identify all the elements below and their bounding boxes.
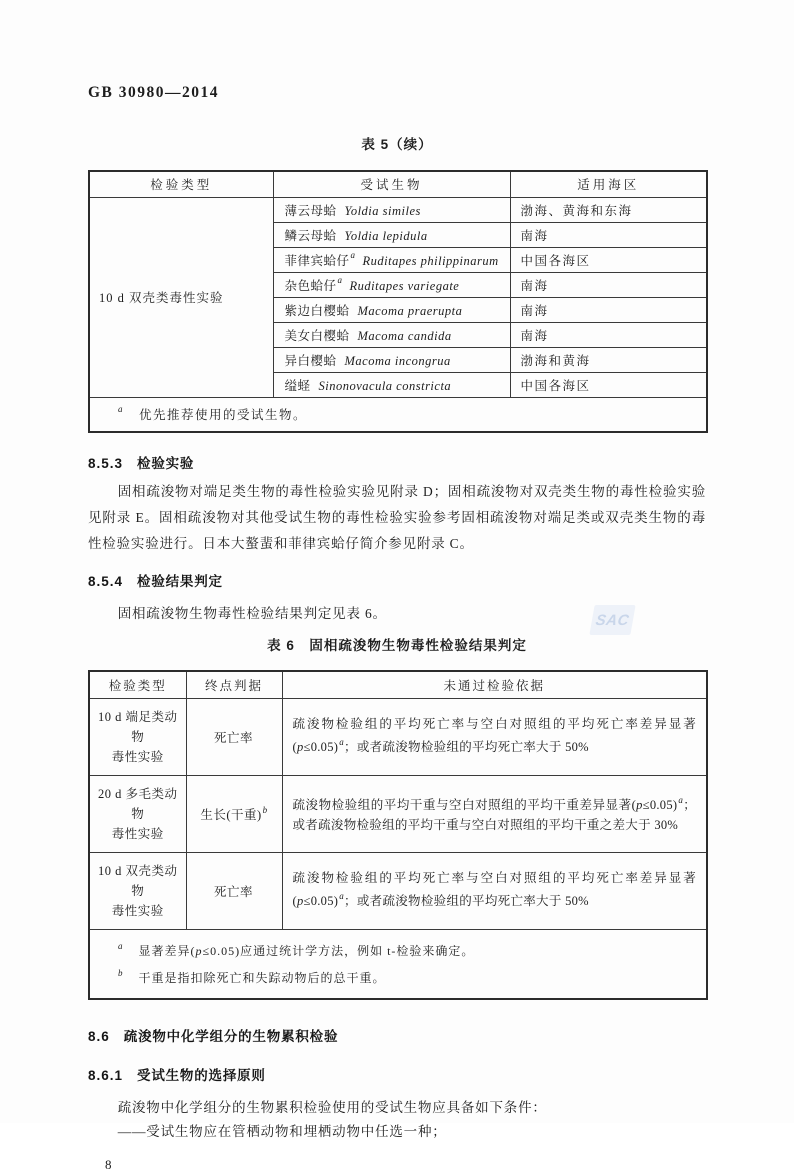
species-cell xyxy=(273,297,510,322)
section-heading-86 xyxy=(88,1025,706,1045)
table5-col-header-area: 适用海区 xyxy=(510,171,707,197)
footnote-sup: a xyxy=(118,941,124,951)
species-latin: Macoma praerupta xyxy=(357,303,463,318)
list-item-861: ——受试生物应在管栖动物和埋栖动物中任选一种； xyxy=(117,1124,447,1139)
footnote-a xyxy=(117,936,696,963)
criteria-sup: a xyxy=(339,737,345,748)
footnote-sup: b xyxy=(118,968,124,978)
area-cell: 南海 xyxy=(510,272,707,297)
table-row xyxy=(89,853,707,930)
section-heading-854 xyxy=(88,570,706,590)
criteria-pre: 疏浚物检验组的平均死亡率与空白对照组的平均死亡率差异显著( xyxy=(292,716,696,755)
criteria-p: p xyxy=(296,894,304,909)
type-line2: 毒性实验 xyxy=(111,750,164,764)
species-latin: Yoldia similes xyxy=(344,203,421,218)
criteria-pre: 疏浚物检验组的平均死亡率与空白对照组的平均死亡率差异显著( xyxy=(292,870,696,909)
species-cell xyxy=(273,222,510,247)
type-line2: 毒性实验 xyxy=(111,827,164,841)
table6 xyxy=(88,670,708,1001)
species-cell xyxy=(273,197,510,222)
criteria-post: ；或者疏浚物检验组的平均干重与空白对照组的平均干重之差大于 30% xyxy=(292,798,696,832)
paragraph-861: 疏浚物中化学组分的生物累积检验使用的受试生物应具备如下条件： xyxy=(117,1100,547,1115)
species-latin: Macoma incongrua xyxy=(344,353,451,368)
footnote-text: 干重是指扣除死亡和失踪动物后的总干重。 xyxy=(138,971,386,985)
table6-col-header-criteria: 未通过检验依据 xyxy=(282,671,707,699)
section-number: 8.5.3 xyxy=(88,455,124,471)
species-cn: 紫边白樱蛤 xyxy=(284,303,350,318)
species-cn: 杂色蛤仔 xyxy=(284,278,337,293)
species-cell xyxy=(273,322,510,347)
table5-footnote xyxy=(89,397,707,432)
section-number: 8.5.4 xyxy=(88,573,124,589)
species-sup: a xyxy=(337,275,343,286)
table6-col-header-endpoint: 终点判据 xyxy=(186,671,282,699)
test-type-group-cell: 10 d 双壳类毒性实验 xyxy=(89,197,273,397)
species-cell xyxy=(273,347,510,372)
section-title: 受试生物的选择原则 xyxy=(137,1068,266,1083)
test-type-cell xyxy=(89,776,186,853)
species-cell xyxy=(273,247,510,272)
criteria-le: ≤0.05) xyxy=(303,894,339,909)
area-cell: 渤海、黄海和东海 xyxy=(510,197,707,222)
area-cell: 南海 xyxy=(510,297,707,322)
type-line2: 毒性实验 xyxy=(111,904,164,918)
endpoint-text: 死亡率 xyxy=(213,731,253,745)
endpoint-text: 生长(干重) xyxy=(200,808,262,822)
section-number: 8.6 xyxy=(88,1029,110,1044)
endpoint-sup: b xyxy=(262,804,268,815)
area-cell: 中国各海区 xyxy=(510,372,707,397)
criteria-cell xyxy=(282,776,707,853)
species-sup: a xyxy=(350,250,356,261)
section-heading-853 xyxy=(88,452,706,472)
species-cn: 异白樱蛤 xyxy=(284,353,337,368)
criteria-post: ；或者疏浚物检验组的平均死亡率大于 50% xyxy=(344,894,589,909)
criteria-cell xyxy=(282,699,707,776)
endpoint-text: 死亡率 xyxy=(213,885,253,899)
criteria-post: ；或者疏浚物检验组的平均死亡率大于 50% xyxy=(344,740,589,755)
footnote-pre: 显著差异( xyxy=(138,944,196,958)
species-latin: Ruditapes philippinarum xyxy=(362,253,499,268)
criteria-p: p xyxy=(296,740,304,755)
standard-number: GB 30980—2014 xyxy=(88,84,220,101)
table5-header-row xyxy=(89,171,707,197)
footnote-b xyxy=(117,963,696,990)
table6-footnote-row xyxy=(89,930,707,1000)
criteria-le: ≤0.05) xyxy=(642,798,678,813)
footnote-post: ≤0.05)应通过统计学方法，例如 t-检验来确定。 xyxy=(202,944,475,958)
area-cell: 南海 xyxy=(510,222,707,247)
footnote-sup: a xyxy=(118,404,124,415)
table6-header-row xyxy=(89,671,707,699)
table5-footnote-row xyxy=(89,397,707,432)
criteria-sup: a xyxy=(339,891,345,902)
table-row xyxy=(89,699,707,776)
species-cell xyxy=(273,272,510,297)
species-cell xyxy=(273,372,510,397)
table6-col-header-type: 检验类型 xyxy=(89,671,186,699)
endpoint-cell xyxy=(186,853,282,930)
table6-footnotes xyxy=(89,930,707,1000)
endpoint-cell xyxy=(186,699,282,776)
species-cn: 美女白樱蛤 xyxy=(284,328,350,343)
table-row xyxy=(89,776,707,853)
section-number: 8.6.1 xyxy=(88,1068,124,1083)
table5-col-header-type: 检验类型 xyxy=(89,171,273,197)
species-latin: Ruditapes variegate xyxy=(349,278,460,293)
type-line1: 10 d 双壳类动物 xyxy=(97,864,178,898)
species-cn: 缢蛏 xyxy=(284,378,311,393)
sac-watermark-logo xyxy=(589,605,635,635)
criteria-le: ≤0.05) xyxy=(303,740,339,755)
page-number: 8 xyxy=(105,1157,112,1172)
section-heading-861 xyxy=(88,1064,706,1084)
test-type-cell xyxy=(89,699,186,776)
paragraph-854: 固相疏浚物生物毒性检验结果判定见表 6。 xyxy=(117,605,387,621)
species-latin: Sinonovacula constricta xyxy=(318,378,452,393)
area-cell: 渤海和黄海 xyxy=(510,347,707,372)
species-cn: 薄云母蛤 xyxy=(284,203,337,218)
type-line1: 10 d 端足类动物 xyxy=(97,710,178,744)
footnote-text: 优先推荐使用的受试生物。 xyxy=(139,407,308,422)
table6-title: 表 6 固相疏浚物生物毒性检验结果判定 xyxy=(267,637,527,653)
section-title: 检验结果判定 xyxy=(137,573,223,589)
section-title: 检验实验 xyxy=(137,455,195,471)
test-type-cell xyxy=(89,853,186,930)
area-cell: 南海 xyxy=(510,322,707,347)
footnote-p: p xyxy=(195,944,203,958)
endpoint-cell xyxy=(186,776,282,853)
table-row xyxy=(89,197,707,222)
area-cell: 中国各海区 xyxy=(510,247,707,272)
criteria-cell xyxy=(282,853,707,930)
species-cn: 鳞云母蛤 xyxy=(284,228,337,243)
species-cn: 菲律宾蛤仔 xyxy=(284,253,350,268)
table5 xyxy=(88,170,708,433)
table5-title: 表 5（续） xyxy=(361,137,433,152)
criteria-pre: 疏浚物检验组的平均干重与空白对照组的平均干重差异显著( xyxy=(292,798,637,813)
watermark-text: SAC xyxy=(594,611,631,629)
criteria-p: p xyxy=(636,798,643,813)
species-latin: Yoldia lepidula xyxy=(344,228,428,243)
criteria-sup: a xyxy=(678,794,684,805)
section-title: 疏浚物中化学组分的生物累积检验 xyxy=(123,1029,339,1044)
type-line1: 20 d 多毛类动物 xyxy=(97,787,178,821)
table5-col-header-organism: 受试生物 xyxy=(273,171,510,197)
species-latin: Macoma candida xyxy=(357,328,452,343)
paragraph-853: 固相疏浚物对端足类生物的毒性检验实验见附录 D；固相疏浚物对双壳类生物的毒性检验实验见附录 E。固相疏浚物对其他受试生物的毒性检验实验参考固相疏浚物对端足类或双壳类生物的毒性检验实验进行。日本大螯蜚和菲律宾蛤仔简介参见附录 C。 xyxy=(88,483,706,551)
